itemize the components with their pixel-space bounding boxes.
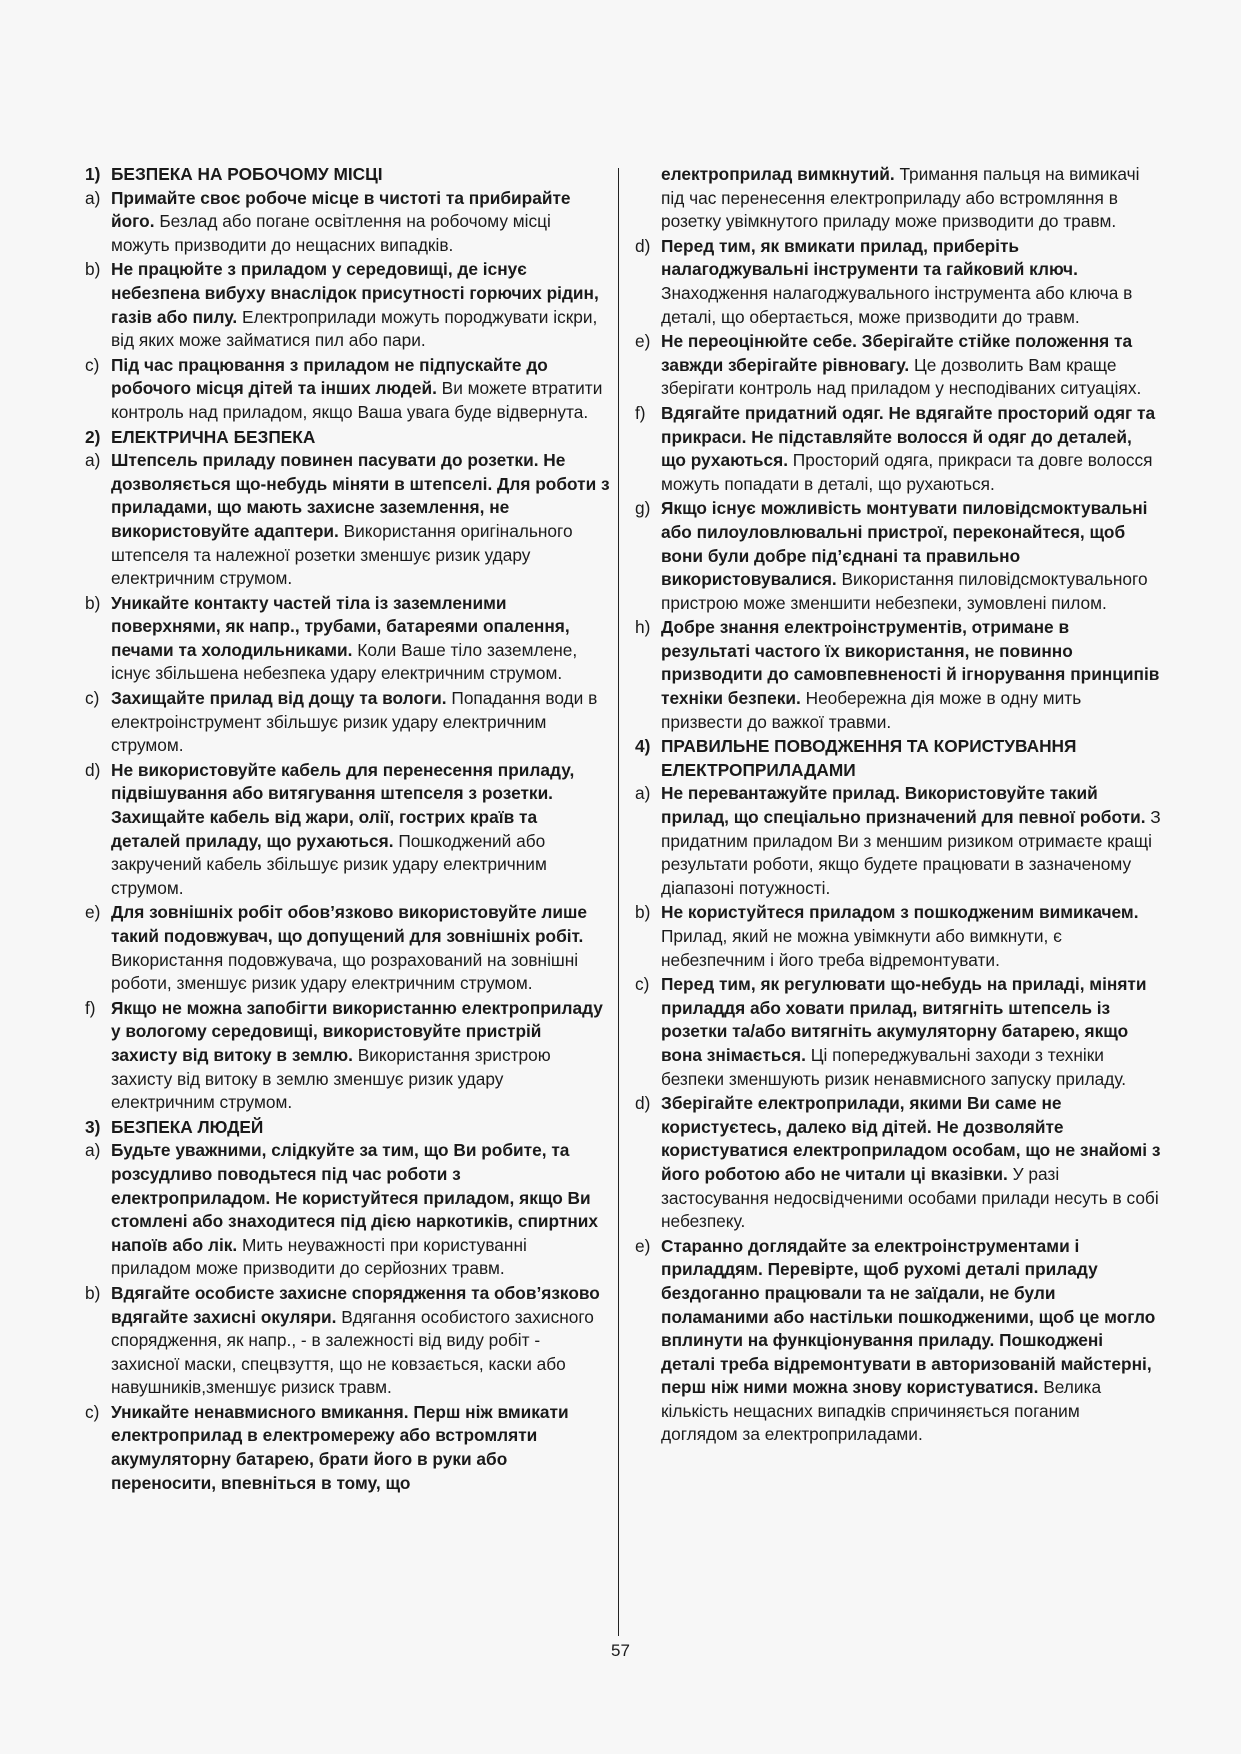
safety-item: a) Не перевантажуйте прилад. Використовуйте такий прилад, що спеціально призначений для певної роботи. З придатним приладом Ви з меншим ризиком отримаєте кращі результати роботи, якщо будете працювати в зазначеному діапазоні потужності. — [635, 783, 1161, 898]
right-column — [635, 163, 1161, 1448]
safety-item: h) Добре знання електроінструментів, отримане в результаті частого їх використання, не повинно призводити до самовпевненості й ігнорування принципів техніки безпеки. Необережна дія може в одну мить призвести до важкої травми. — [635, 617, 1160, 732]
safety-item: b) Уникайте контакту частей тіла із заземленими поверхнями, як напр., трубами, батареями опалення, печами та холодильниками. Коли Ваше тіло заземлене, існує збільшена небезпека удару електричним струмом. — [85, 592, 578, 684]
safety-item: d) Перед тим, як вмикати прилад, приберіть налагоджувальні інструменти та гайковий ключ. Знаходження налагоджувального інструмента або ключа в деталі, що обертається, може призводити до травм. — [635, 235, 1133, 327]
safety-item: f) Вдягайте придатний одяг. Не вдягайте просторий одяг та прикраси. Не підставляйте волосся й одяг до деталей, що рухаються. Просторий одяга, прикраси та довге волосся можуть попадати в деталі, що рухаються. — [635, 402, 1156, 494]
safety-item: e) Для зовнішніх робіт обов’язково використовуйте лише такий подовжувач, що допущений для зовнішніх робіт. Використання подовжувача, що розрахований на зовнішні роботи, зменшує ризик удару електричним струмом. — [85, 902, 588, 994]
safety-item: c) Уникайте ненавмисного вмикання. Перш ніж вмикати електроприлад в електромережу або встромляти акумуляторну батарею, брати його в руки або переносити, впевніться в тому, що — [85, 1401, 569, 1493]
section-heading-2: 2) ЕЛЕКТРИЧНА БЕЗПЕКА — [85, 426, 316, 447]
safety-item: c) Під час працювання з приладом не підпускайте до робочого місця дітей та інших людей. Ви можете втратити контроль над приладом, якщо Ваша увага буде відвернута. — [85, 354, 603, 422]
safety-item: b) Вдягайте особисте захисне спорядження та обов’язково вдягайте захисні окуляри. Вдягання особистого захисного спорядження, як напр., - в залежності від виду робіт - захисної маски, спецвзуття, що не ковзається, каски або навушників,зменшує ризиск травм. — [85, 1282, 600, 1398]
safety-item: f) Якщо не можна запобігти використанню електроприладу у вологому середовищі, використовуйте пристрій захисту від витоку в землю. Використання зристрою захисту від витоку в землю зменшує ризик удару електричним струмом. — [85, 997, 603, 1113]
safety-item: e) Старанно доглядайте за електроінструментами і приладдям. Перевірте, щоб рухомі деталі приладу бездоганно працювали та не заїдали, не були поламаними або настільки пошкодженими, щоб це могло вплинути на функціонування приладу. Пошкоджені деталі треба відремонтувати в авторизованій майстерні, перш ніж ними можна знову користуватися. Велика кількість нещасних випадків спричиняється поганим доглядом за електроприладами. — [635, 1235, 1156, 1445]
safety-item: d) Не використовуйте кабель для перенесення приладу, підвішування або витягування штепселя з розетки. Захищайте кабель від жари, олії, гострих країв та деталей приладу, що рухаються. Пошкоджений або закручений кабель збільшує ризик удару електричним струмом. — [85, 759, 575, 898]
safety-item: b) Не користуйтеся приладом з пошкодженим вимикачем. Прилад, який не можна увімкнути або вимкнути, є небезпечним і його треба відремонтувати. — [635, 902, 1139, 970]
safety-item: e) Не переоцінюйте себе. Зберігайте стійке положення та завжди зберігайте рівновагу. Це дозволить Вам краще зберігати контроль над приладом у несподіваних ситуаціях. — [635, 331, 1142, 399]
safety-item: a) Штепсель приладу повинен пасувати до розетки. Не дозволяється що-небудь міняти в штепселі. Для роботи з приладами, що мають захисне заземлення, не використовуйте адаптери. Використання оригінального штепселя та належної розетки зменшує ризик удару електричним струмом. — [85, 450, 610, 589]
safety-item: c) Перед тим, як регулювати що-небудь на приладі, міняти приладдя або ховати прилад, витягніть штепсель із розетки та/або витягніть акумуляторну батарею, якщо вона знімається. Ці попереджувальні заходи з техніки безпеки зменшують ризик ненавмисного запуску приладу. — [635, 974, 1147, 1089]
safety-item: b) Не працюйте з приладом у середовищі, де існує небезпена вибуху внаслідок присутності горючих рідин, газів або пилу. Електроприлади можуть породжувати іскри, від яких може займатися пил або пари. — [85, 259, 599, 351]
safety-item-continuation: електроприлад вимкнутий. Тримання пальця на вимикачі під час перенесення електроприладу або встромляння в розетку увімкнутого приладу може призводити до травм. — [661, 164, 1140, 232]
section-heading-1: 1) БЕЗПЕКА НА РОБОЧОМУ МІСЦІ — [85, 164, 383, 184]
safety-item: c) Захищайте прилад від дощу та вологи. Попадання води в електроінструмент збільшує ризик удару електричним струмом. — [85, 688, 598, 756]
safety-item: a) Примайте своє робоче місце в чистоті та прибирайте його. Безлад або погане освітлення на робочому місці можуть призводити до нещасних випадків. — [85, 187, 571, 255]
safety-item: g) Якщо існує можливість монтувати пиловідсмоктувальні або пилоуловлювальні пристрої, переконайтеся, щоб вони були добре під’єднані та правильно використовувалися. Використання пиловідсмоктувального пристрою може зменшити небезпеки, зумовлені пилом. — [635, 498, 1148, 613]
section-heading-3: 3) БЕЗПЕКА ЛЮДЕЙ — [85, 1116, 264, 1137]
left-column — [85, 163, 610, 1496]
column-divider — [618, 168, 619, 1636]
safety-item: d) Зберігайте електроприлади, якими Ви саме не користуєтесь, далеко від дітей. Не дозволяйте користуватися електроприладом особам, що не знайомі з його роботою або не читали ці вказівки. У разі застосування недосвідченими особами прилади несуть в собі небезпеку. — [635, 1093, 1161, 1232]
section-heading-4: 4) ПРАВИЛЬНЕ ПОВОДЖЕННЯ ТА КОРИСТУВАННЯ ЕЛЕКТРОПРИЛАДАМИ — [635, 736, 1077, 780]
safety-item: a) Будьте уважними, слідкуйте за тим, що Ви робите, та розсудливо поводьтеся під час роботи з електроприладом. Не користуйтеся приладом, якщо Ви стомлені або знаходитеся під дією наркотиків, спиртних напоїв або лік. Мить неуважності при користуванні приладом може призводити до серйозних травм. — [85, 1140, 599, 1279]
page-number: 57 — [611, 1641, 630, 1660]
